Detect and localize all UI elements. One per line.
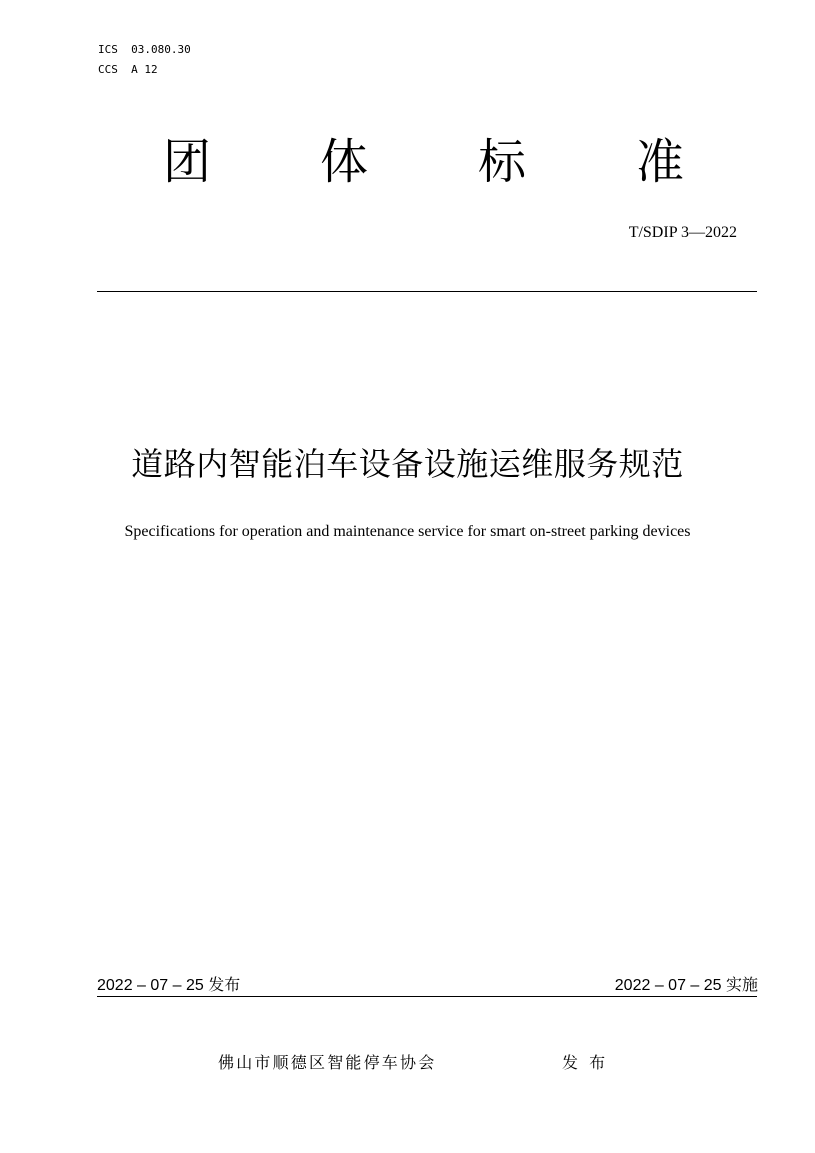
- footer-divider: [97, 996, 757, 997]
- standard-type-char: 团: [163, 134, 212, 190]
- issuing-organization: 佛山市顺德区智能停车协会: [218, 1053, 437, 1072]
- ccs-code: CCS A 12: [98, 63, 158, 76]
- implement-date: 2022 – 07 – 25 实施: [614, 977, 758, 994]
- issue-action: 发 布: [562, 1053, 606, 1072]
- document-title-english: Specifications for operation and maintenance service for smart on-street parking devices: [124, 523, 691, 540]
- header-divider: [97, 291, 757, 292]
- document-title-chinese: 道路内智能泊车设备设施运维服务规范: [131, 445, 684, 483]
- standard-type-char: 标: [478, 134, 527, 190]
- ics-code: ICS 03.080.30: [98, 43, 191, 56]
- standard-code: T/SDIP 3—2022: [628, 224, 737, 241]
- standard-type-char: 准: [636, 134, 685, 190]
- standard-type-char: 体: [320, 134, 369, 190]
- publish-date: 2022 – 07 – 25 发布: [97, 977, 241, 994]
